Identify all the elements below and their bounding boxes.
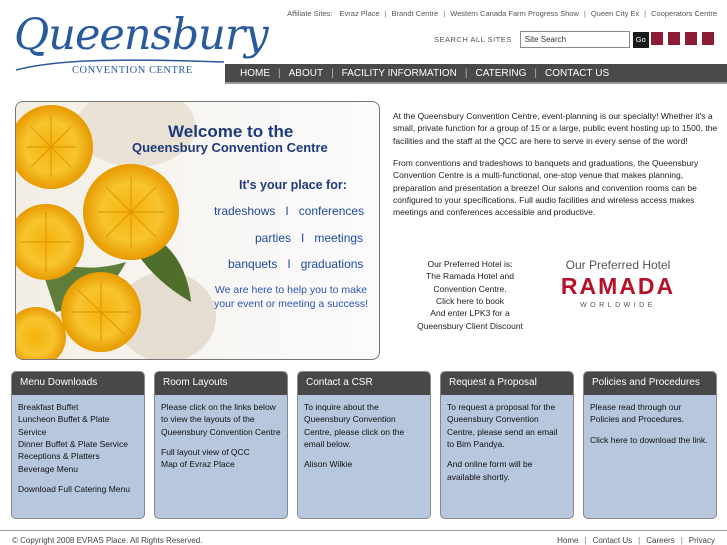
nav-about[interactable]: ABOUT [288,67,324,79]
hotel-line-1: Our Preferred Hotel is: [427,259,513,269]
ramada-preferred-label: Our Preferred Hotel [565,258,671,272]
preferred-hotel-text [405,258,535,332]
copyright: © Copyright 2008 EVRAS Place. All Rights Reserved. [12,536,203,545]
menu-link-full-catering[interactable]: Download Full Catering Menu [18,483,130,494]
ramada-name: RAMADA [560,273,676,299]
proposal-note: And online form will be available shortly. [447,459,533,482]
hotel-line-6: Queensbury Client Discount [417,320,523,331]
footer-link-contact[interactable]: Contact Us [592,536,633,545]
box-title: Policies and Procedures [584,372,716,395]
link-evraz-map[interactable]: Map of Evraz Place [161,459,235,470]
hero-centre-name: Queensbury Convention Centre [132,140,328,155]
link-alison-wilkie[interactable]: Alison Wilkie [304,459,353,470]
box-title: Request a Proposal [441,372,573,395]
swatch-3[interactable] [685,32,697,45]
search-input[interactable] [520,31,630,48]
box-title: Room Layouts [155,372,287,395]
nav-home[interactable]: HOME [240,67,270,79]
hero-place: It's your place for: [239,178,347,192]
logo-subtitle: CONVENTION CENTRE [72,65,193,76]
menu-link-luncheon[interactable]: Luncheon Buffet & Plate Service [18,414,110,437]
proposal-text: To request a proposal for the Queensbury Convention Centre, please send an email to Bim Pandya. [447,402,558,449]
menu-link-receptions[interactable]: Receptions & Platters [18,451,100,462]
intro-paragraph-1: At the Queensbury Convention Centre, event-planning is our specialty! Whether it's a small, private function for a group of 15 or a large, public event hosting up to 1500, the facilities and the staff at the QCC are here to serve in every sense of the word! [393,111,718,146]
box-request-proposal [440,371,574,519]
ramada-logo[interactable] [553,258,683,309]
affiliate-link-cooperators[interactable]: Cooperators Centre [651,9,717,18]
affiliate-link-queen-city-ex[interactable]: Queen City Ex [590,9,640,18]
room-layouts-text: Please click on the links below to view the layouts of the Queensbury Convention Centre [161,402,281,437]
hero-banner [15,101,380,360]
box-contact-csr [297,371,431,519]
swatch-1[interactable] [651,32,663,45]
box-room-layouts [154,371,288,519]
box-menu-downloads [11,371,145,519]
hero-line-2: parties I meetings [255,231,364,245]
affiliate-link-brandt[interactable]: Brandt Centre [391,9,439,18]
box-title: Menu Downloads [12,372,144,395]
footer-link-privacy[interactable]: Privacy [688,536,715,545]
affiliate-link-evraz[interactable]: Evraz Place [339,9,380,18]
contact-csr-text: To inquire about the Queensbury Convention Centre, please click on the email below. [304,402,405,449]
hero-welcome: Welcome to the [168,122,294,141]
box-policies [583,371,717,519]
logo-script: Queensbury [14,10,268,60]
hero-line-3: banquets I graduations [228,257,364,271]
affiliate-label: Affiliate Sites: [287,9,333,18]
hero-help-text: We are here to help you to make your event or meeting a success! [213,284,369,310]
affiliate-link-farm-progress[interactable]: Western Canada Farm Progress Show [450,9,579,18]
footer-link-home[interactable]: Home [557,536,579,545]
info-boxes [11,371,717,519]
hotel-line-2: The Ramada Hotel and [426,271,514,282]
search-go-button[interactable]: Go [633,32,649,48]
link-full-layout[interactable]: Full layout view of QCC [161,446,250,457]
affiliate-sites-bar: Affiliate Sites: Evraz Place | Brandt Centre | Western Canada Farm Progress Show | Queen City Ex | Cooperators Centre [287,9,717,18]
intro-paragraph-2: From conventions and tradeshows to banquets and graduations, the Queensbury Convention Centre is a multi-functional, one-stop venue that makes planning, preparation and presentation a breeze! Our salons and convention rooms can be configured to your specifications. Full audio facilities and wireless access makes meetings and conferences accessible and productive. [393,157,699,218]
ramada-worldwide: WORLDWIDE [580,302,656,309]
footer-link-careers[interactable]: Careers [646,536,675,545]
hotel-line-3: Convention Centre. [433,283,507,294]
hotel-book-link[interactable]: Click here to book [435,295,505,306]
menu-link-breakfast[interactable]: Breakfast Buffet [18,402,79,412]
intro-text [393,110,719,229]
swatch-4[interactable] [702,32,714,45]
main-nav: HOME | ABOUT | FACILITY INFORMATION | CATERING | CONTACT US [225,64,727,84]
footer: © Copyright 2008 EVRAS Place. All Rights Reserved. Home | Contact Us | Careers | Privacy [0,530,727,545]
box-title: Contact a CSR [298,372,430,395]
nav-contact-us[interactable]: CONTACT US [545,67,610,79]
nav-facility-information[interactable]: FACILITY INFORMATION [341,67,457,79]
swatch-2[interactable] [668,32,680,45]
hotel-line-5: And enter LPK3 for a [430,308,510,319]
policies-text: Please read through our Policies and Procedures. [590,402,685,425]
search-label: SEARCH ALL SITES [434,35,512,44]
search-area [434,31,649,48]
menu-link-beverage[interactable]: Beverage Menu [18,463,79,474]
hero-line-1: tradeshows I conferences [214,204,365,218]
menu-link-dinner[interactable]: Dinner Buffet & Plate Service [18,438,128,449]
link-download-policies[interactable]: Click here to download the link. [590,434,708,445]
site-swatches [651,32,719,45]
nav-catering[interactable]: CATERING [475,67,527,79]
